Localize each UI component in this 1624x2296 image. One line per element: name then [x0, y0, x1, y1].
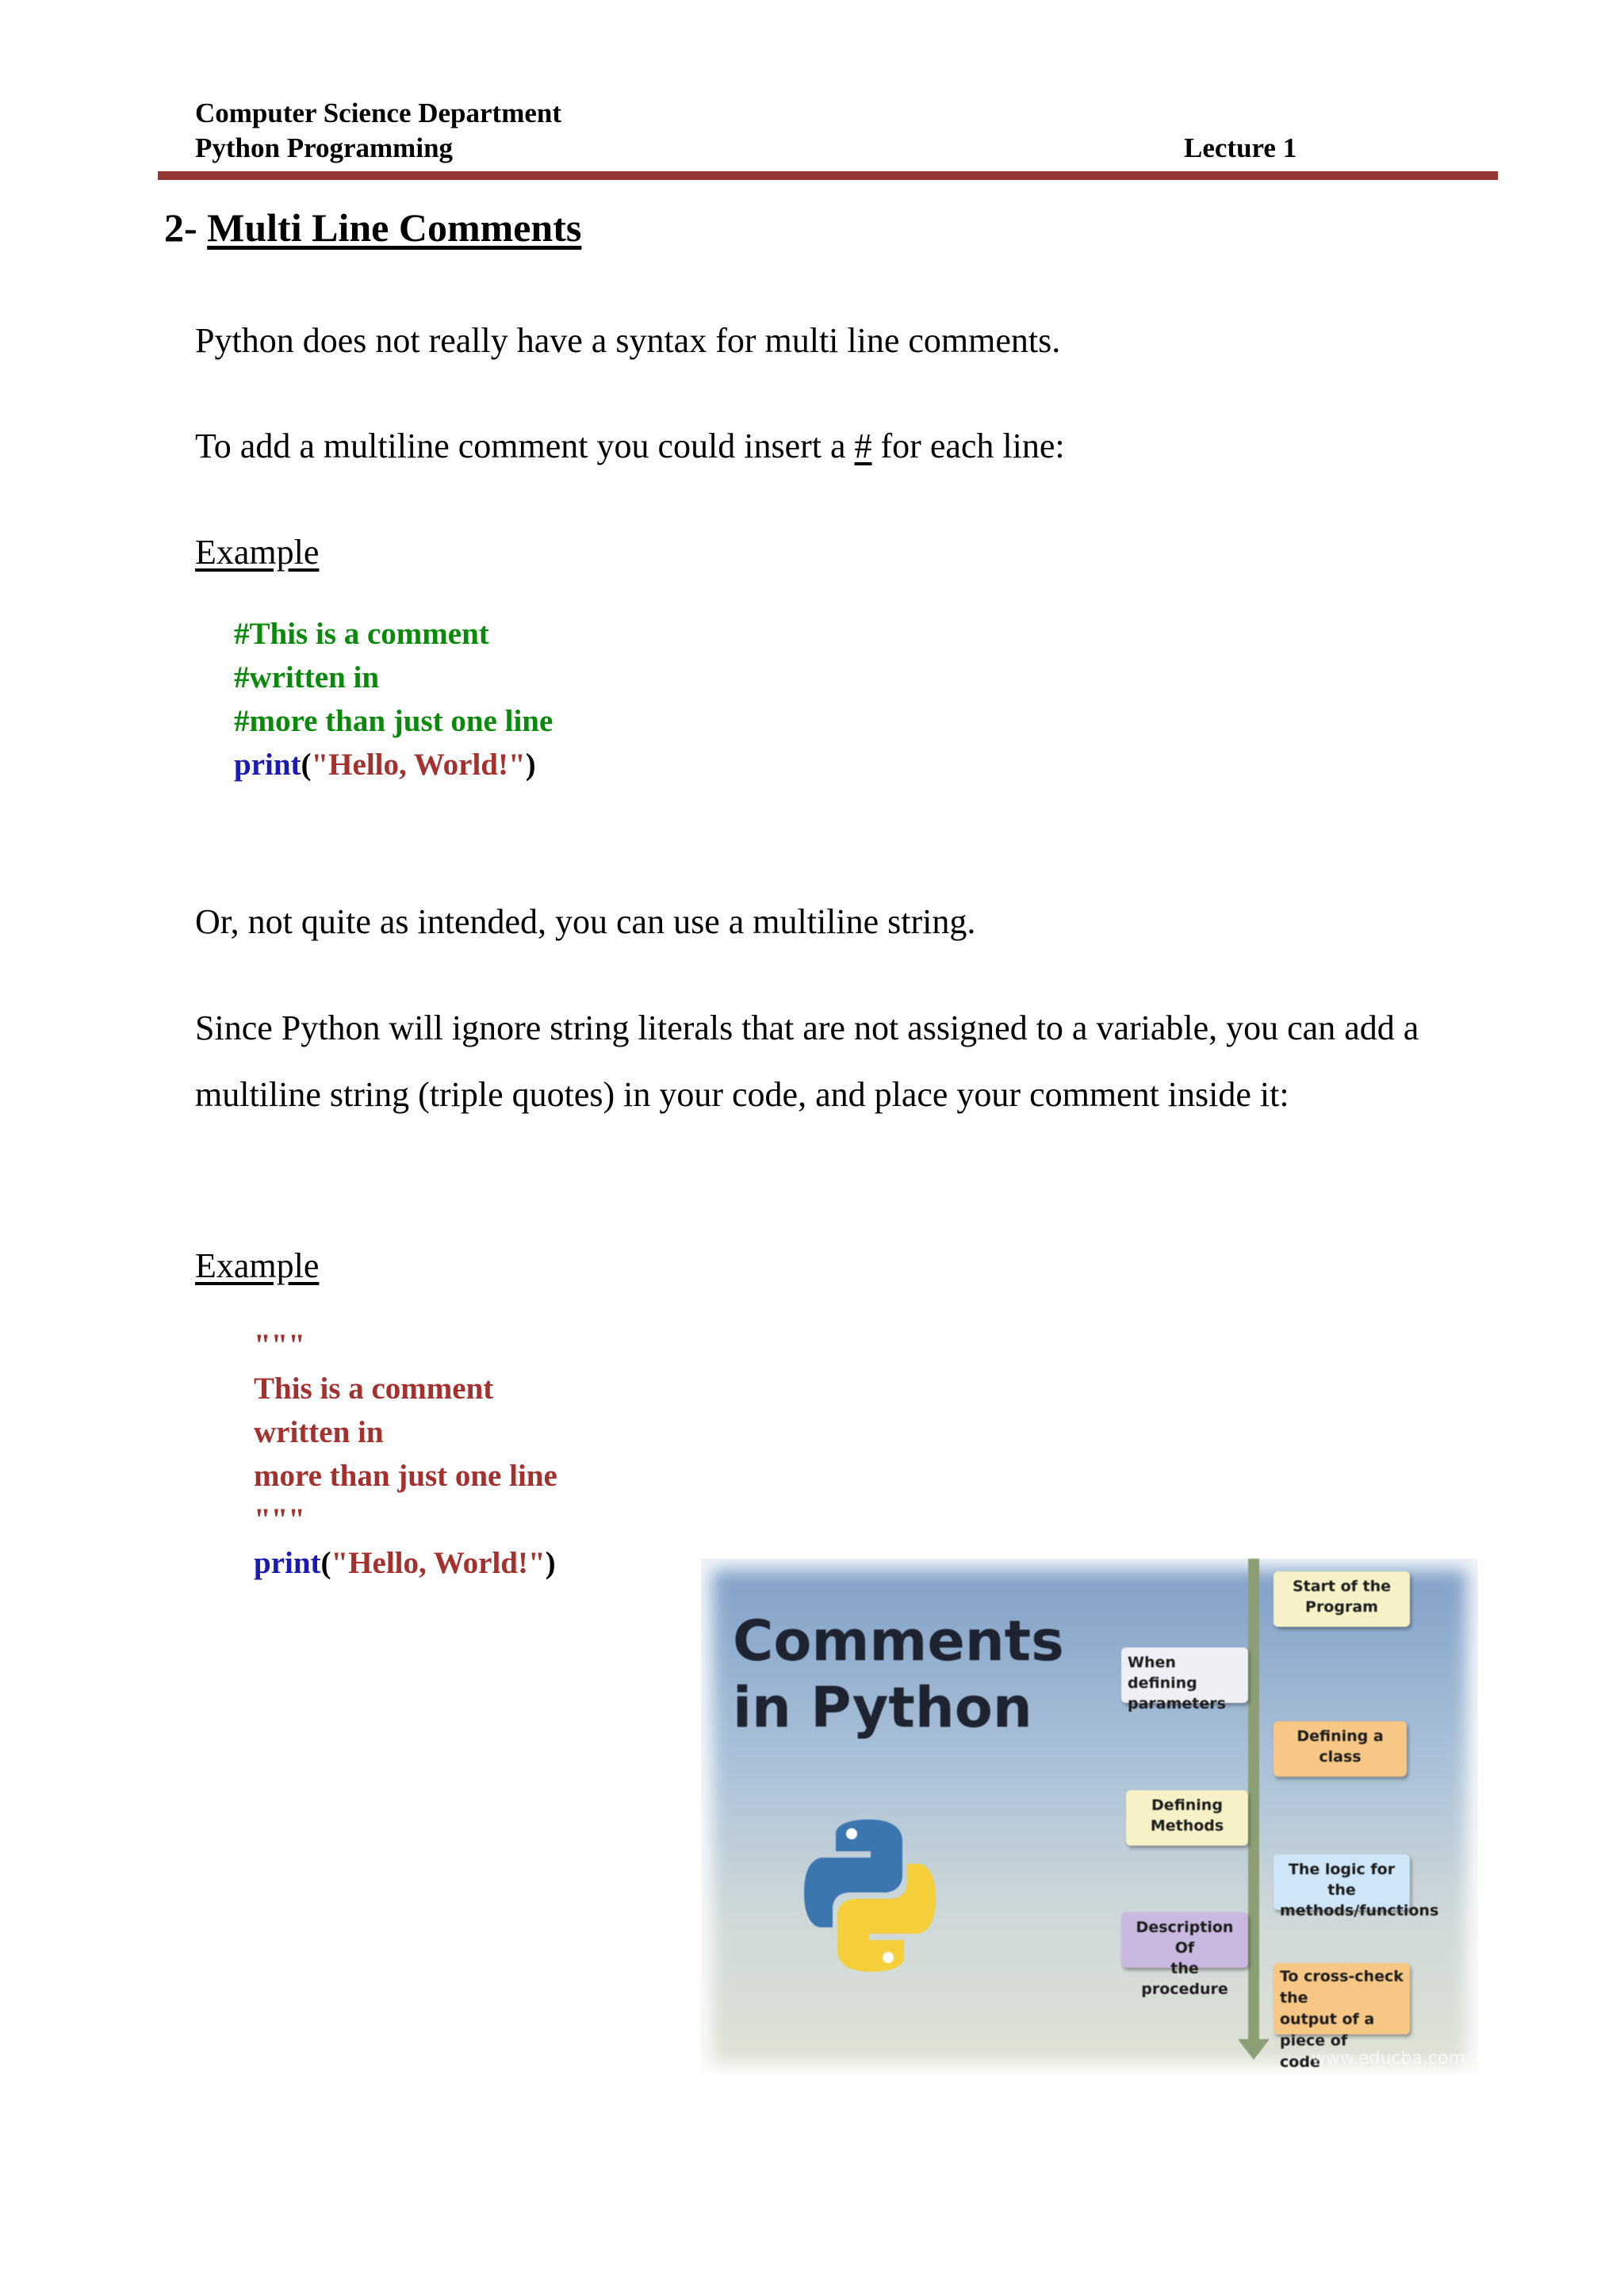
box-start-line-1: Start of the	[1292, 1578, 1392, 1595]
box-procedure-description	[1121, 1912, 1248, 1998]
example-label-2: Example	[195, 1246, 320, 1285]
code2-open-paren: (	[320, 1546, 331, 1580]
header-rule	[158, 171, 1498, 180]
code2-line-1: This is a comment	[254, 1372, 494, 1406]
box-procedure-line-1: Description Of	[1136, 1919, 1234, 1957]
code2-string: "Hello, World!"	[331, 1546, 546, 1580]
code2-quotes-open: """	[254, 1328, 305, 1362]
box-start-line-2: Program	[1305, 1598, 1378, 1616]
timeline-arrow-icon	[1238, 2039, 1270, 2060]
box-class-line-1: Defining a	[1297, 1728, 1384, 1745]
section-number: 2-	[164, 205, 197, 250]
figure-watermark: www.educba.com	[1312, 2049, 1465, 2068]
section-heading	[164, 204, 581, 251]
code2-quotes-close: """	[254, 1502, 305, 1536]
python-logo-icon	[802, 1816, 937, 1975]
box-defining-methods	[1126, 1790, 1248, 1846]
paragraph-intro: Python does not really have a syntax for multi line comments.	[195, 321, 1061, 360]
box-crosscheck-line-1: To cross-check the	[1280, 1968, 1404, 2007]
section-title: Multi Line Comments	[207, 205, 582, 250]
box-start-of-program	[1274, 1571, 1410, 1627]
figure-title-line-1: Comments	[733, 1609, 1064, 1674]
course-name: Python Programming	[195, 132, 454, 163]
code-block-2	[254, 1323, 557, 1585]
department-name: Computer Science Department	[195, 98, 562, 128]
code1-close-paren: )	[525, 748, 536, 782]
paragraph-string-literals: Since Python will ignore string literals that are not assigned to a variable, you can add a multiline string (triple quotes) in your code, and place your comment inside it:	[195, 1008, 1419, 1114]
code1-print-line	[234, 743, 553, 786]
paragraph-hash-before: To add a multiline comment you could insert a	[195, 427, 855, 465]
code2-print-line	[254, 1541, 557, 1585]
box-methods-logic	[1274, 1854, 1439, 1919]
code2-line-2: written in	[254, 1415, 384, 1449]
timeline-bar	[1248, 1559, 1259, 2042]
box-params-line-1: When defining	[1128, 1654, 1197, 1692]
code2-close-paren: )	[545, 1546, 556, 1580]
box-params-line-2: parameters	[1128, 1695, 1226, 1712]
paragraph-hash	[195, 413, 1065, 480]
paragraph-hash-after: for each line:	[871, 427, 1065, 465]
code1-line-3: #more than just one line	[234, 704, 553, 738]
lecture-number: Lecture 1	[1184, 132, 1297, 163]
box-class-line-2: class	[1319, 1748, 1362, 1766]
box-logic-line-1: The logic for the	[1288, 1861, 1396, 1899]
comments-in-python-figure	[701, 1559, 1478, 2074]
code1-line-2: #written in	[234, 660, 380, 695]
box-crosscheck-line-2: output of a piece of	[1280, 2011, 1375, 2049]
box-methods-line-1: Defining	[1151, 1797, 1223, 1814]
box-defining-class	[1274, 1721, 1407, 1777]
example-label-1: Example	[195, 533, 320, 572]
paragraph-alternative: Or, not quite as intended, you can use a multiline string.	[195, 902, 976, 941]
code1-open-paren: (	[301, 748, 312, 782]
code2-line-3: more than just one line	[254, 1459, 557, 1493]
code-block-1	[234, 612, 553, 786]
hash-symbol: #	[854, 427, 872, 465]
code1-string: "Hello, World!"	[311, 748, 526, 782]
code2-print-keyword: print	[254, 1546, 321, 1580]
box-methods-line-2: Methods	[1150, 1817, 1224, 1835]
box-crosscheck-line-3: code	[1280, 2053, 1320, 2071]
box-defining-parameters	[1121, 1647, 1248, 1712]
code1-line-1: #This is a comment	[234, 617, 489, 651]
box-procedure-line-2: the procedure	[1141, 1960, 1228, 1998]
box-logic-line-2: methods/functions	[1280, 1902, 1439, 1919]
code1-print-keyword: print	[234, 748, 301, 782]
figure-title-line-2: in Python	[733, 1675, 1032, 1740]
